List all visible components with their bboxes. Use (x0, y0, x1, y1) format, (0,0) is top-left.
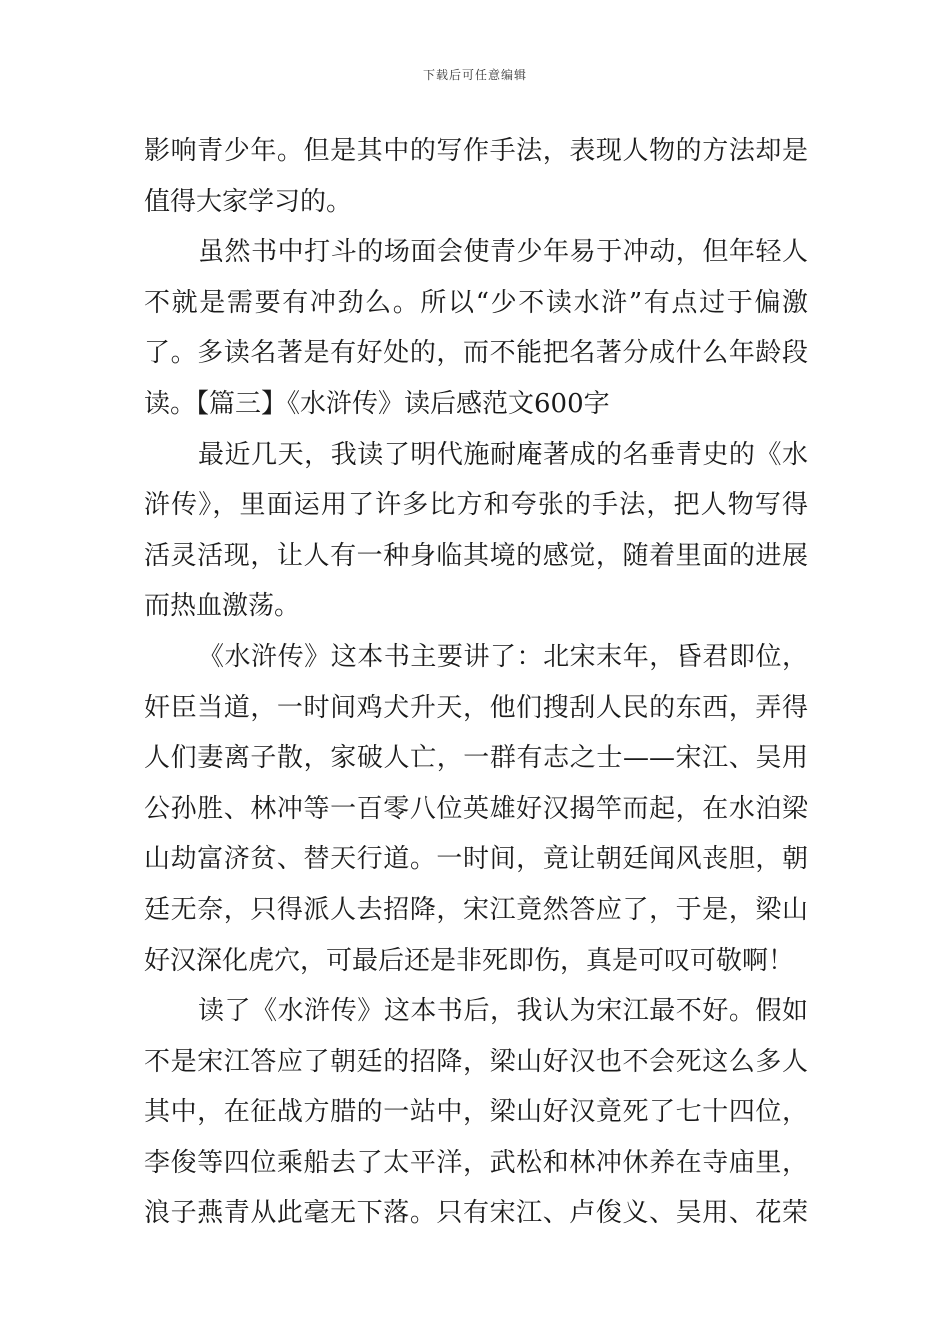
text-line: 活灵活现，让人有一种身临其境的感觉，随着里面的进展 (144, 540, 808, 571)
page-header: 下载后可任意编辑 (422, 68, 527, 82)
text-line: 其中，在征战方腊的一站中，梁山好汉竟死了七十四位， (144, 1097, 808, 1128)
paragraph (144, 227, 808, 429)
text-line: 廷无奈，只得派人去招降，宋江竟然答应了，于是，梁山 (144, 894, 808, 925)
text-line: 好汉深化虎穴，可最后还是非死即伤，真是可叹可敬啊！ (144, 945, 795, 976)
text-line: 虽然书中打斗的场面会使青少年易于冲动，但年轻人 (198, 237, 808, 268)
text-line: 而热血激荡。 (144, 591, 301, 622)
text-line: 《水浒传》这本书主要讲了：北宋末年，昏君即位， (198, 641, 808, 672)
paragraph (144, 126, 808, 227)
text-line: 人们妻离子散，家破人亡，一群有志之士——宋江、吴用 (144, 743, 808, 774)
text-line: 最近几天，我读了明代施耐庵著成的名垂青史的《水 (198, 439, 808, 470)
text-line: 浪子燕青从此毫无下落。只有宋江、卢俊义、吴用、花荣 (144, 1198, 808, 1229)
text-line: 奸臣当道，一时间鸡犬升天，他们搜刮人民的东西，弄得 (144, 692, 808, 723)
text-line: 公孙胜、林冲等一百零八位英雄好汉揭竿而起，在水泊梁 (144, 793, 808, 824)
text-line: 影响青少年。但是其中的写作手法，表现人物的方法却是 (144, 136, 808, 166)
text-line: 值得大家学习的。 (144, 186, 353, 217)
text-line: 浒传》，里面运用了许多比方和夸张的手法，把人物写得 (144, 490, 808, 521)
text-line: 山劫富济贫、替天行道。一时间，竟让朝廷闻风丧胆，朝 (144, 844, 808, 875)
text-line: 李俊等四位乘船去了太平洋，武松和林冲休养在寺庙里， (144, 1147, 808, 1178)
paragraph (144, 430, 808, 632)
paragraph (144, 986, 808, 1239)
text-line: 读了《水浒传》这本书后，我认为宋江最不好。假如 (198, 996, 808, 1027)
text-line: 不就是需要有冲劲么。所以“少不读水浒”有点过于偏激 (144, 287, 808, 318)
text-line: 了。多读名著是有好处的，而不能把名著分成什么年龄段 (144, 338, 808, 369)
text-line: 读。【篇三】《水浒传》读后感范文600字 (144, 388, 610, 419)
paragraph (144, 632, 808, 986)
document-body (144, 126, 808, 1239)
text-line: 不是宋江答应了朝廷的招降，梁山好汉也不会死这么多人 (144, 1046, 808, 1077)
